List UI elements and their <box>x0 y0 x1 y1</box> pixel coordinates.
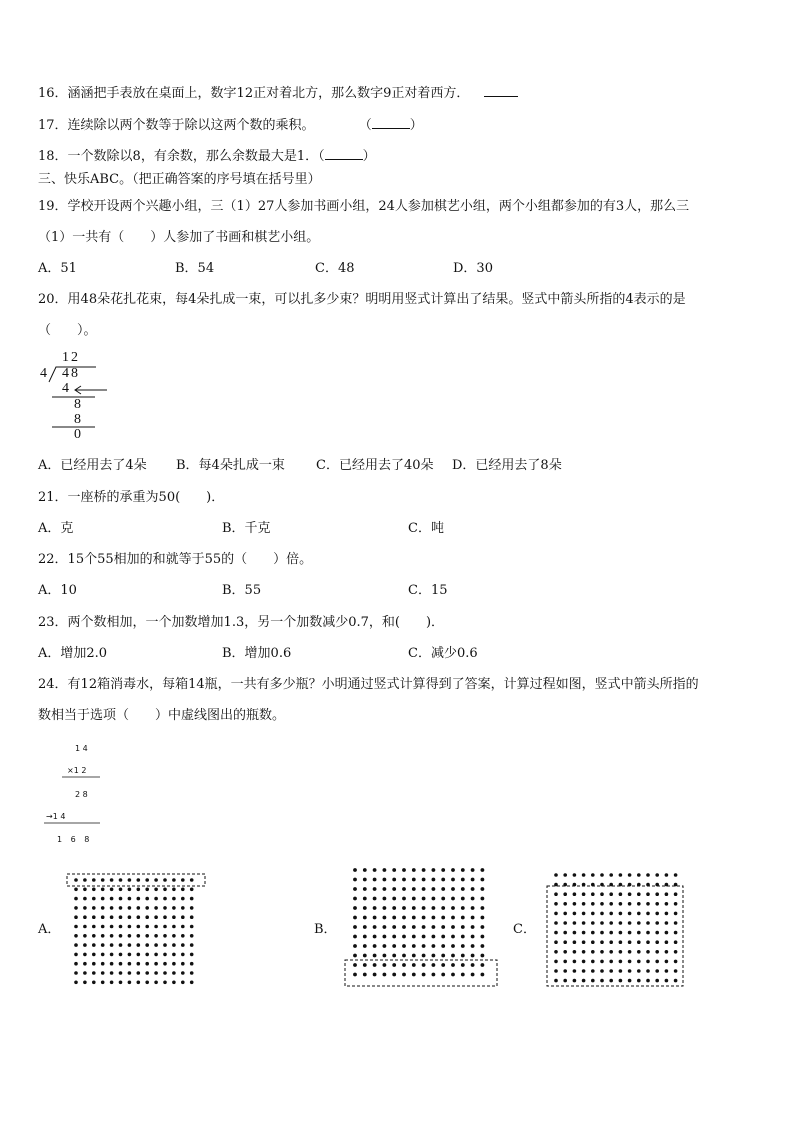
q17-paren-close: ） <box>409 118 423 133</box>
bottle-dot <box>655 960 659 964</box>
q23-text: 两个数相加，一个加数增加1.3，另一个加数减少0.7，和( )． <box>67 615 445 630</box>
q16-text: 涵涵把手表放在桌面上，数字12正对着北方，那么数字9正对着西方． <box>67 86 470 101</box>
division-remainder: 0 <box>74 427 81 442</box>
bottle-dot <box>609 960 613 964</box>
bottle-dot <box>582 931 586 935</box>
bottle-dot <box>628 902 632 906</box>
mult-row4: →1 4 <box>46 812 66 821</box>
bottle-dot <box>646 950 650 954</box>
bottle-dot <box>573 873 577 877</box>
bottle-dot <box>554 931 558 935</box>
bottle-dot <box>582 960 586 964</box>
bottle-dot <box>609 979 613 983</box>
bottle-dot <box>554 960 558 964</box>
bottle-dot <box>600 950 604 954</box>
question-19-line2: （1）一共有（ ）人参加了书画和棋艺小组。 <box>38 230 320 245</box>
bottle-dot <box>591 969 595 973</box>
bottle-dot <box>619 902 623 906</box>
bottle-dot <box>674 931 678 935</box>
q24-option-c-label[interactable]: C． <box>513 922 536 937</box>
q19-option-c[interactable]: C．48 <box>315 261 355 276</box>
bottle-dot <box>619 940 623 944</box>
q20-option-b[interactable]: B．每4朵扎成一束 <box>176 458 285 473</box>
bottle-dot <box>637 892 641 896</box>
mult-row1: 1 4 <box>75 744 88 753</box>
bottle-dot <box>554 902 558 906</box>
q19-text-line1: 学校开设两个兴趣小组，三（1）27人参加书画小组，24人参加棋艺小组，两个小组都参加的有3人，那么三 <box>67 199 690 214</box>
bottle-dot <box>665 969 669 973</box>
bottle-dot <box>582 873 586 877</box>
bottle-dot <box>554 969 558 973</box>
bottle-dot <box>582 902 586 906</box>
bottle-dot <box>637 969 641 973</box>
bottle-dot <box>609 950 613 954</box>
bottle-dot <box>655 969 659 973</box>
bottle-dot <box>563 912 567 916</box>
bottle-dot <box>609 931 613 935</box>
q22-option-b[interactable]: B．55 <box>222 583 262 598</box>
q19-option-a[interactable]: A．51 <box>38 261 77 276</box>
bottle-dot <box>637 960 641 964</box>
bottle-dot <box>655 921 659 925</box>
bottle-dot <box>600 979 604 983</box>
bottle-dot <box>563 931 567 935</box>
bottle-dot <box>646 873 650 877</box>
q21-option-a[interactable]: A．克 <box>38 521 74 536</box>
q21-text: 一座桥的承重为50( )． <box>67 490 225 505</box>
dashed-highlight-box <box>547 886 683 986</box>
bottle-dot <box>591 873 595 877</box>
bottle-dot <box>674 902 678 906</box>
bottle-dot <box>637 912 641 916</box>
bottle-dot <box>609 892 613 896</box>
bottle-dot <box>609 912 613 916</box>
q23-option-a[interactable]: A．增加2.0 <box>38 646 108 661</box>
division-step2: 8 <box>74 397 81 412</box>
bottle-dot <box>609 921 613 925</box>
bottle-dot <box>646 912 650 916</box>
mult-row3: 2 8 <box>75 790 88 799</box>
bottle-dot <box>554 979 558 983</box>
q18-paren-open: （ <box>318 149 325 164</box>
bottle-dot <box>554 892 558 896</box>
bottle-dot <box>619 960 623 964</box>
bottle-dot <box>591 979 595 983</box>
bottle-dot <box>628 950 632 954</box>
bottle-dot <box>563 960 567 964</box>
q22-text: 15个55相加的和就等于55的（ ）倍。 <box>67 552 313 567</box>
q17-text: 连续除以两个数等于除以这两个数的乘积。 <box>67 118 315 133</box>
bottle-dot <box>665 912 669 916</box>
bottle-dot <box>674 969 678 973</box>
bottle-dot <box>619 873 623 877</box>
bottle-dot <box>573 940 577 944</box>
bottle-dot <box>619 979 623 983</box>
q19-option-b[interactable]: B．54 <box>175 261 215 276</box>
q21-option-b[interactable]: B．千克 <box>222 521 271 536</box>
division-dividend: 48 <box>62 366 80 381</box>
bottle-dot <box>609 969 613 973</box>
bottle-dot <box>563 950 567 954</box>
bottle-dot <box>665 931 669 935</box>
bottle-dot <box>655 912 659 916</box>
bottle-dot <box>600 892 604 896</box>
q20-text-line1: 用48朵花扎花束，每4朵扎成一束，可以扎多少束？明明用竖式计算出了结果。竖式中箭头所指的4表示的是 <box>67 292 686 307</box>
bottle-dot <box>674 940 678 944</box>
bottle-dot <box>646 969 650 973</box>
bottle-dot <box>628 912 632 916</box>
bottle-dot <box>628 892 632 896</box>
bottle-dot <box>563 873 567 877</box>
q24-option-a-label[interactable]: A． <box>38 922 61 937</box>
bottle-dot <box>646 931 650 935</box>
bottle-dot <box>554 940 558 944</box>
bottle-dot <box>573 931 577 935</box>
question-24-line2: 数相当于选项（ ）中虚线图出的瓶数。 <box>38 708 286 723</box>
q22-number: 22． <box>38 552 68 567</box>
section-3-title: 三、快乐ABC。（把正确答案的序号填在括号里） <box>38 172 321 187</box>
bottle-dot <box>619 892 623 896</box>
mult-row2: ×1 2 <box>67 766 87 775</box>
q19-option-d[interactable]: D．30 <box>453 261 493 276</box>
bottle-dot <box>665 902 669 906</box>
bottle-dot <box>563 921 567 925</box>
bottle-dot <box>582 979 586 983</box>
bottle-dot <box>600 960 604 964</box>
bottle-dot <box>619 969 623 973</box>
bottle-dot <box>582 912 586 916</box>
bottle-dot <box>665 873 669 877</box>
bottle-dot <box>582 950 586 954</box>
bottle-dot <box>665 921 669 925</box>
bottle-dot <box>674 950 678 954</box>
bottle-dot <box>637 873 641 877</box>
bottle-dot <box>665 979 669 983</box>
bottle-dot <box>655 892 659 896</box>
bottle-dot <box>655 950 659 954</box>
bottle-dot <box>655 979 659 983</box>
bottle-dot <box>563 940 567 944</box>
bottle-dot <box>674 921 678 925</box>
bottle-dot <box>655 940 659 944</box>
bottle-dot <box>582 969 586 973</box>
q18-text: 一个数除以8，有余数，那么余数最大是1． <box>67 149 319 164</box>
bottle-dot <box>674 960 678 964</box>
bottle-dot <box>628 979 632 983</box>
q20-option-a[interactable]: A．已经用去了4朵 <box>38 458 147 473</box>
bottle-dot <box>655 931 659 935</box>
q23-option-c[interactable]: C．减少0.6 <box>408 646 478 661</box>
bottle-dot <box>628 960 632 964</box>
bottle-dot <box>628 969 632 973</box>
bottle-dot <box>655 873 659 877</box>
bottle-dot <box>554 921 558 925</box>
bottle-dot <box>573 902 577 906</box>
bottle-dot <box>573 969 577 973</box>
bottle-dot <box>600 931 604 935</box>
q22-option-c[interactable]: C．15 <box>408 583 448 598</box>
bottle-dot <box>609 940 613 944</box>
bottle-dot <box>637 921 641 925</box>
bottle-dot <box>554 950 558 954</box>
bottle-dot <box>591 940 595 944</box>
bottle-dot <box>646 921 650 925</box>
division-quotient: 12 <box>62 350 80 365</box>
bottle-dot <box>591 950 595 954</box>
bottle-dot <box>563 892 567 896</box>
bottle-dot <box>628 940 632 944</box>
bottle-dot <box>646 940 650 944</box>
bottle-dot <box>600 969 604 973</box>
bottle-dot <box>600 912 604 916</box>
bottle-dot <box>619 950 623 954</box>
bottle-dot <box>573 979 577 983</box>
bottle-dot <box>573 892 577 896</box>
q24-text-line1: 有12箱消毒水，每箱14瓶，一共有多少瓶？小明通过竖式计算得到了答案，计算过程如图，竖式中箭头所指的 <box>67 677 699 692</box>
bottle-dot <box>665 940 669 944</box>
q23-number: 23． <box>38 615 68 630</box>
bottle-dot <box>609 873 613 877</box>
bottle-dot <box>591 931 595 935</box>
bottle-dot <box>573 950 577 954</box>
bottle-dot <box>582 921 586 925</box>
bottle-dot <box>674 892 678 896</box>
q22-option-a[interactable]: A．10 <box>38 583 77 598</box>
bottle-dot <box>591 892 595 896</box>
bottle-dot <box>665 960 669 964</box>
q23-option-b[interactable]: B．增加0.6 <box>222 646 292 661</box>
q20-option-c[interactable]: C．已经用去了40朵 <box>316 458 434 473</box>
q24-number: 24． <box>38 677 68 692</box>
bottle-dot <box>563 969 567 973</box>
bottle-dot <box>646 960 650 964</box>
q16-number: 16． <box>38 86 68 101</box>
bottle-dot <box>628 921 632 925</box>
q21-option-c[interactable]: C．吨 <box>408 521 444 536</box>
bottle-dot <box>582 940 586 944</box>
bottle-dot <box>628 873 632 877</box>
bottle-dot <box>637 931 641 935</box>
q20-number: 20． <box>38 292 68 307</box>
bottle-dot <box>646 892 650 896</box>
bottle-dot <box>637 950 641 954</box>
bottle-dot <box>628 931 632 935</box>
bottle-dot <box>573 921 577 925</box>
bottle-dot <box>573 960 577 964</box>
division-divisor: 4 <box>40 366 47 381</box>
bottle-dot <box>573 912 577 916</box>
q19-number: 19． <box>38 199 68 214</box>
bottle-dot <box>600 873 604 877</box>
q24-option-b-label[interactable]: B． <box>314 922 337 937</box>
bottle-dot <box>665 892 669 896</box>
q20-option-d[interactable]: D．已经用去了8朵 <box>452 458 562 473</box>
bottle-dot <box>591 960 595 964</box>
bottle-dot <box>637 979 641 983</box>
bottle-dot <box>646 979 650 983</box>
q18-paren-close: ） <box>362 149 376 164</box>
bottle-dot <box>637 940 641 944</box>
bottle-dot <box>600 921 604 925</box>
division-step1: 4 <box>62 381 69 396</box>
bottle-dot <box>619 912 623 916</box>
bottle-dot <box>619 931 623 935</box>
q17-number: 17． <box>38 118 68 133</box>
bottle-dot <box>665 950 669 954</box>
bottle-dot <box>554 912 558 916</box>
bottle-dot <box>563 902 567 906</box>
bottle-dot <box>600 940 604 944</box>
bottle-dot <box>674 979 678 983</box>
bottle-dot <box>637 902 641 906</box>
bottle-dot <box>591 912 595 916</box>
bottle-dot <box>674 873 678 877</box>
bottle-dot <box>655 902 659 906</box>
bottle-dot <box>554 873 558 877</box>
question-20-line2: （ ）。 <box>38 323 97 338</box>
bottle-dot <box>591 902 595 906</box>
bottle-dot <box>591 921 595 925</box>
bottle-dot <box>563 979 567 983</box>
bottle-dot <box>582 892 586 896</box>
q18-number: 18． <box>38 149 68 164</box>
q17-paren-open: （ <box>358 118 372 133</box>
bottle-dot <box>619 921 623 925</box>
bottle-dot <box>609 902 613 906</box>
mult-row5: 1 6 8 <box>57 835 90 844</box>
bottle-dot <box>600 902 604 906</box>
bottle-dot <box>674 912 678 916</box>
division-step3: 8 <box>74 412 81 427</box>
bottle-dot <box>646 902 650 906</box>
q21-number: 21． <box>38 490 68 505</box>
